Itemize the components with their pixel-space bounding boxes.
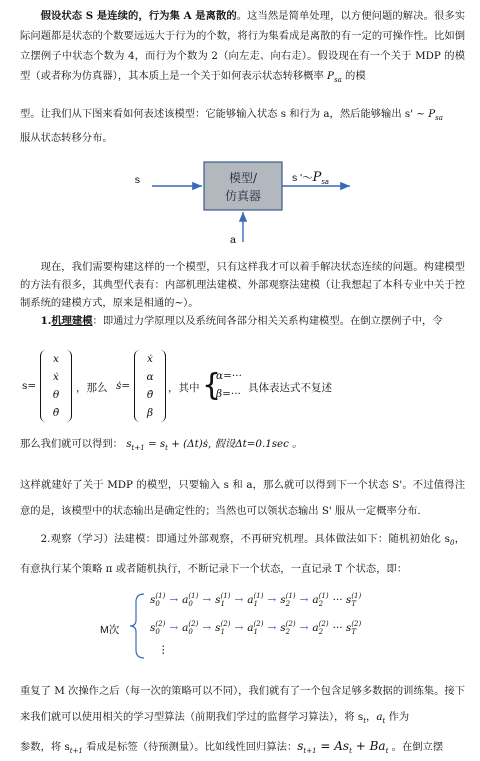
trajectory-term: a (2) 1 <box>247 620 264 636</box>
trajectory-term: a (1) 0 <box>182 592 199 608</box>
formula-update: 那么我们就可以得到： $s_{t+1} = s_t$ + (Δt)ṡ, 假设Δt=0.1sec 。 <box>20 438 303 452</box>
state-derivative-vector: ẋ α θ̇ β <box>134 350 166 422</box>
para-build: 现在，我们需要构建这样的一个模型，只有这样我才可以着手解决状态连续的问题。构建模型的方法有很多，其典型代表有：内部机理法建模、外部观察法建模（让我想起了本科专业中关于控制系统的建模方式，原来是相通的~）。 <box>20 261 465 309</box>
para-intro-bold: 假设状态 S 是连续的，行为集 A 是离散的 <box>40 10 237 22</box>
state-vector: x ẋ θ θ̇ <box>40 350 72 422</box>
trajectory-term: s (1) 2 <box>280 592 296 608</box>
para-intro-text: 。这当然是简单处理，以方便问题的解决。很多实际问题都是状态的个数要远远大于行为的个数，将行为集看成是离散的有一定的可操作性。比如倒立摆例子中状态个数为 4，而行为个数为 2（向左走、向右走）。假设现在有一个关于 MDP 的模型（或者称为仿真器），其本质上是一个关于如何表示状态转移概率 <box>20 10 466 82</box>
transition-arrow: → <box>202 622 212 634</box>
trajectory-term: s (1) 1 <box>215 592 231 608</box>
transition-arrow: → <box>234 594 244 606</box>
transition-arrow: → <box>299 622 309 634</box>
trajectory-diagram <box>100 586 400 666</box>
para-intro <box>20 6 465 90</box>
transition-arrow: → <box>202 594 212 606</box>
para-observation: 2.观察（学习）法建模：即通过外部观察，不再研究机理。具体做法如下：随机初始化 $s_0$，有意执行某个策略 π 或者随机执行，不断记录下一个状态，一直记录 T 个状态，即： <box>20 533 465 575</box>
para-intro-tail: 的模 <box>341 70 366 82</box>
psa-sub-2: sa <box>435 114 443 122</box>
output-label: s '$\sim P_{sa}$ <box>292 170 329 186</box>
trajectory-term: a (1) 2 <box>312 592 329 608</box>
transition-arrow: → <box>299 594 309 606</box>
trajectory-term: s (2) 1 <box>215 620 231 636</box>
trajectory-term: s (1) 0 <box>150 592 166 608</box>
para-model <box>20 104 465 148</box>
input-s-label: s <box>134 174 140 186</box>
trajectory-term: s (2) 0 <box>150 620 166 636</box>
transition-arrow: → <box>267 622 277 634</box>
trajectory-row-2 <box>150 620 365 636</box>
m-times-label: M次 <box>100 624 120 636</box>
transition-arrow: → <box>169 594 179 606</box>
psa-symbol: P <box>327 70 334 82</box>
transition-arrow: → <box>169 622 179 634</box>
para-model-line2: 服从状态转移分布。 <box>20 132 113 144</box>
mechanism-title: 机理建模 <box>51 315 93 327</box>
trajectory-term: a (1) 1 <box>247 592 264 608</box>
sequence-bracket <box>124 586 148 666</box>
box-label-2: 仿真器 <box>224 189 262 203</box>
para-deterministic: 这样就建好了关于 MDP 的模型，只要输入 s 和 a，那么就可以得到下一个状态 S'。不过值得注意的是，该模型中的状态输出是确定性的；当然也可以领状态输出 S' 服从一定概率分布. <box>20 479 465 517</box>
box-label-1: 模型/ <box>228 171 258 185</box>
input-a-label: a <box>230 234 236 246</box>
brace: { <box>202 368 222 403</box>
para-mechanism: 1.机理建模：即通过力学原理以及系统间各部分相关关系构建模型。在倒立摆例子中，令 <box>40 315 443 327</box>
trajectory-term: s (2) 2 <box>280 620 296 636</box>
trajectory-term: ··· s (2) T <box>332 620 362 636</box>
psa-symbol-2: P <box>428 108 436 120</box>
state-formula: s= x ẋ θ θ̇ ，那么 ṡ= ẋ α θ̇ β ，其中 { α=··· β=··· 具体表达式不复述 <box>22 350 462 428</box>
trajectory-term: a (2) 0 <box>182 620 199 636</box>
para-regression: 参数，将 $s_{t+1}$ 看成是标签（待预测量）。比如线性回归算法：$s_{t+1} = As_t + Ba_t$ 。在倒立摆 <box>20 739 444 755</box>
para-model-text: 型。让我们从下图来看如何表述该模型：它能够输入状态 s 和行为 a，然后能够输出 s' ~ <box>20 108 425 120</box>
trajectory-term: ··· s (1) T <box>332 592 362 608</box>
transition-arrow: → <box>234 622 244 634</box>
psa-sub: sa <box>333 76 342 84</box>
continuation-dots: ⋮ <box>158 644 169 656</box>
para-training: 重复了 M 次操作之后（每一次的策略可以不同），我们就有了一个包含足够多数据的训练集。接下来我们就可以使用相关的学习型算法（前期我们学过的监督学习算法），将 $s_t$，$a_t$ 作为 <box>20 685 465 725</box>
trajectory-term: a (2) 2 <box>312 620 329 636</box>
transition-arrow: → <box>267 594 277 606</box>
trajectory-row-1 <box>150 592 365 608</box>
